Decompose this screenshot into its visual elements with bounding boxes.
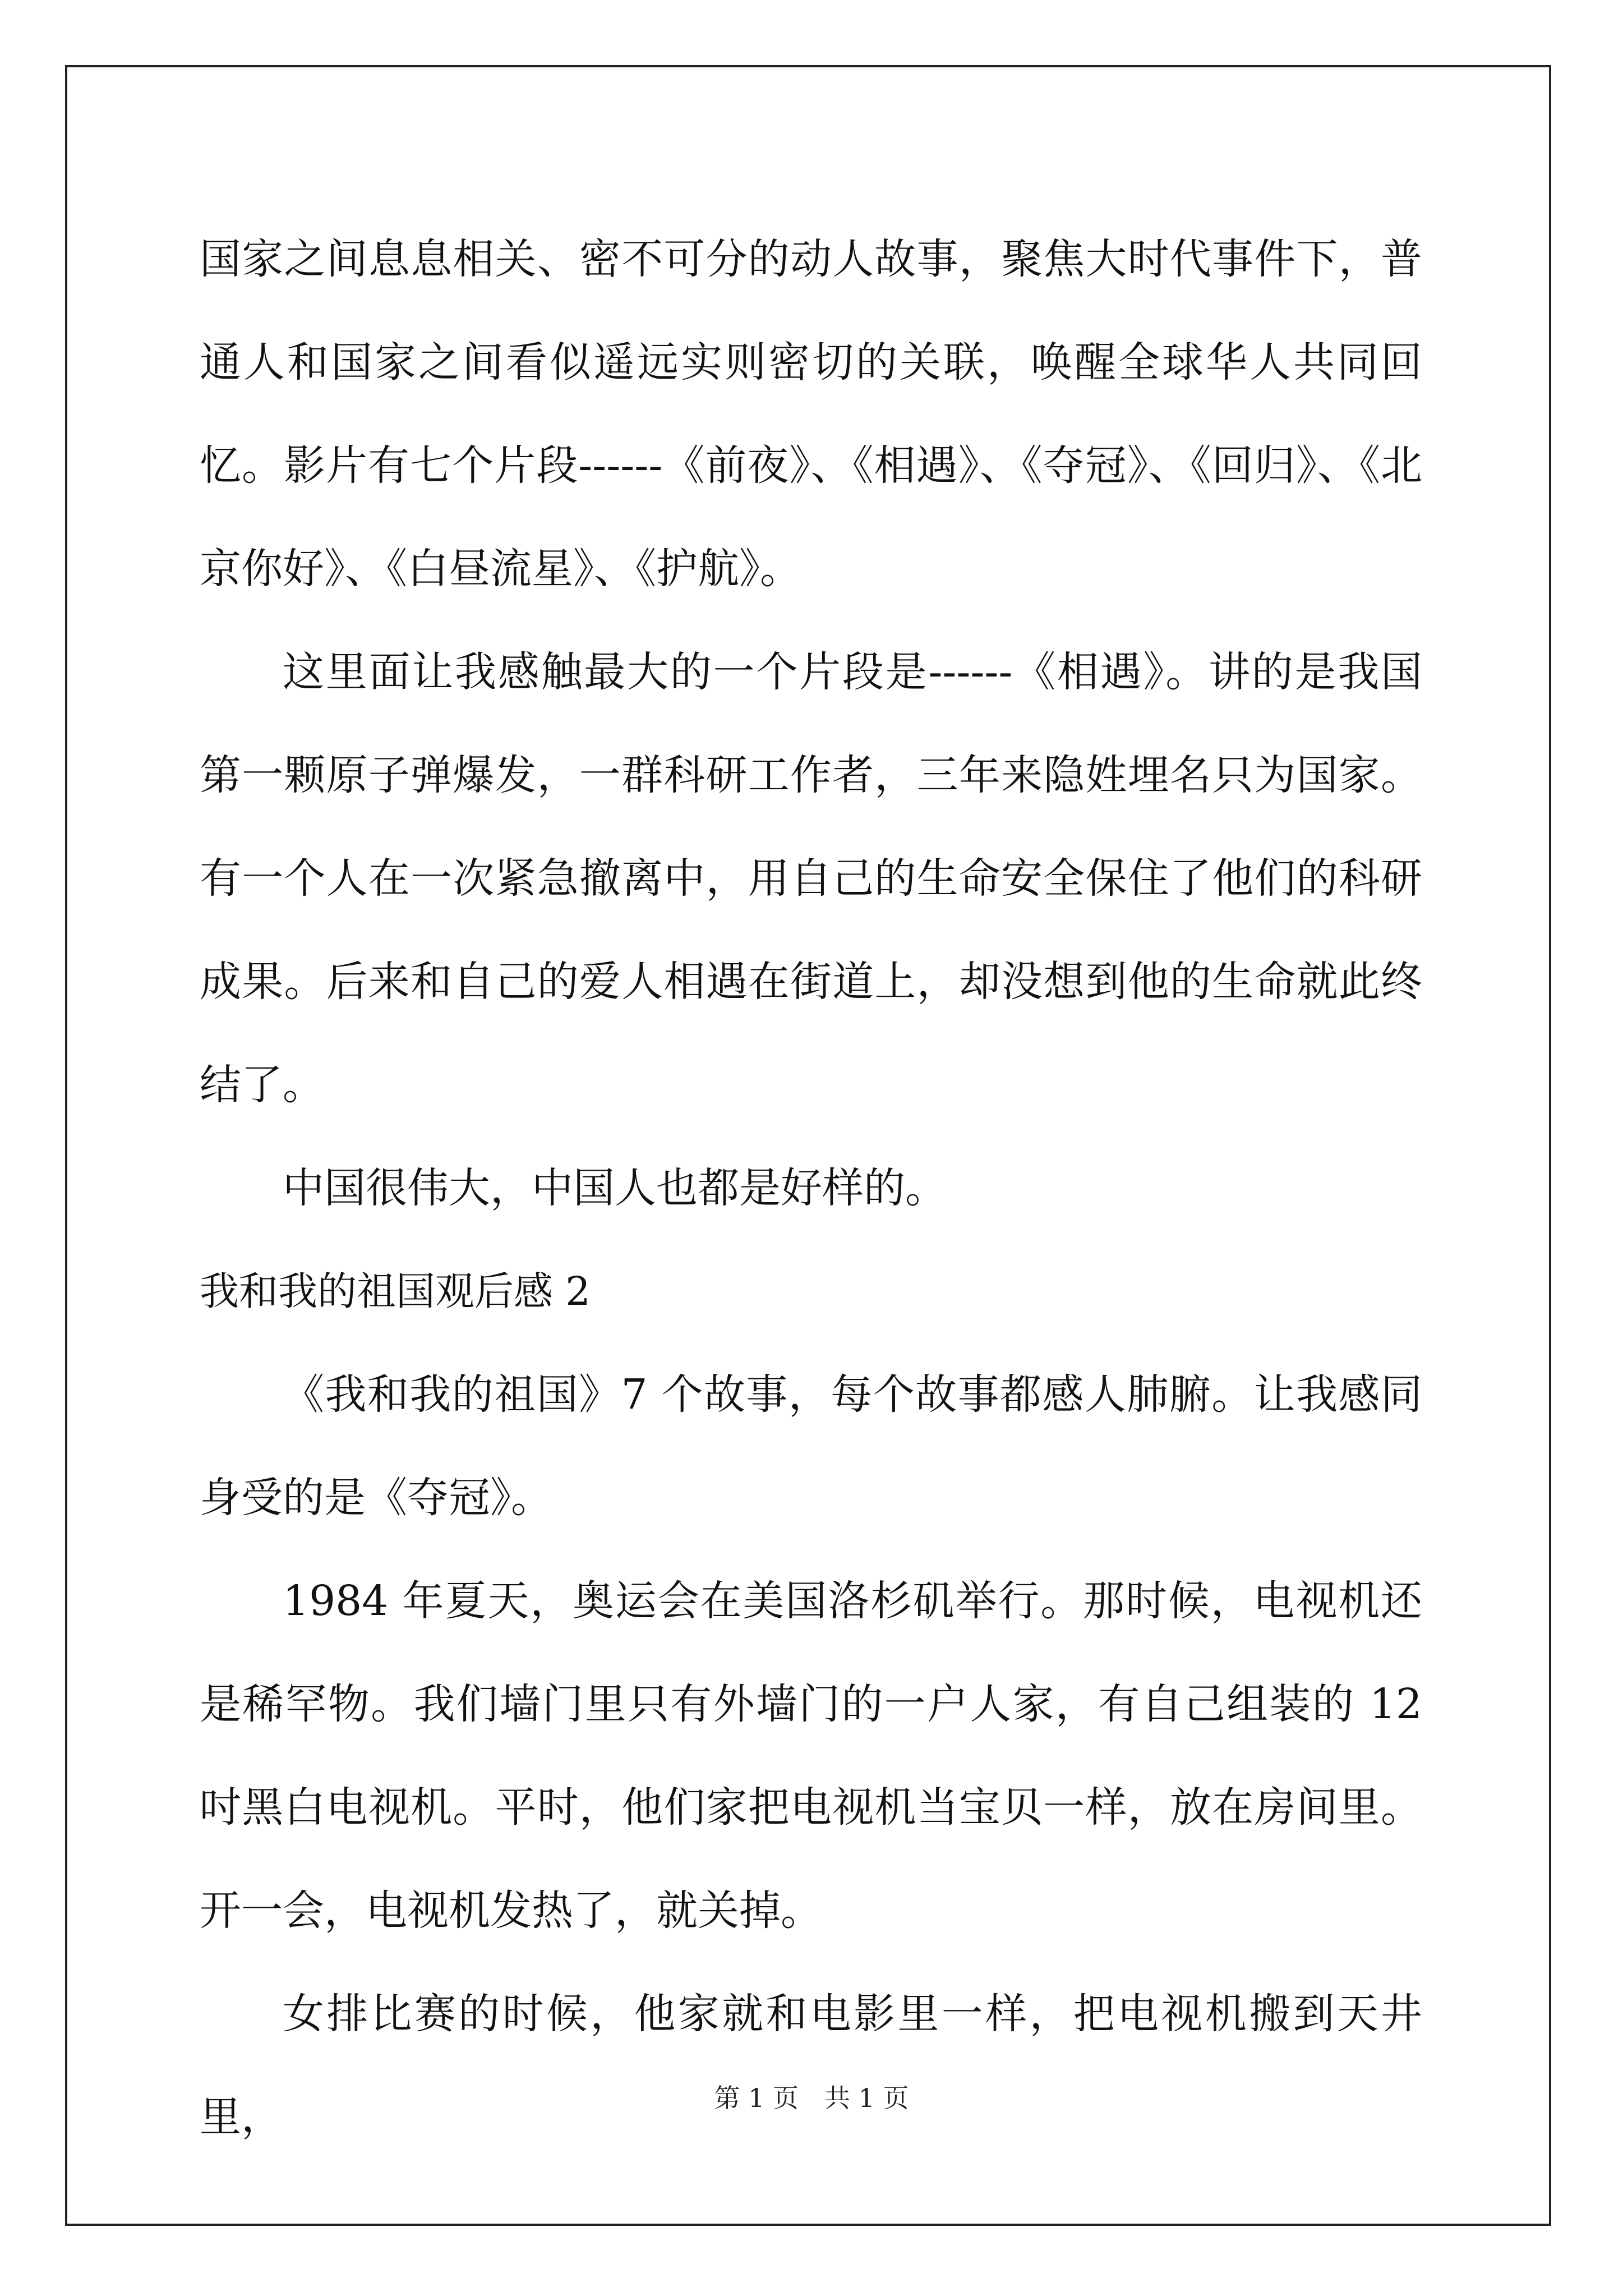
paragraph-6: 女排比赛的时候，他家就和电影里一样，把电视机搬到天井里， <box>200 1990 1422 2141</box>
paragraph-3: 中国很伟大，中国人也都是好样的。 <box>283 1164 947 1212</box>
document-body <box>200 208 1422 2169</box>
section-heading: 我和我的祖国观后感 2 <box>200 1268 591 1314</box>
paragraph-5: 1984 年夏天，奥运会在美国洛杉矶举行。那时候，电视机还是稀罕物。我们墙门里只有外墙门的一户人家，有自己组装的 12 吋黑白电视机。平时，他们家把电视机当宝贝一样，放在房间里。开一会，电视机发热了，就关掉。 <box>200 1577 1422 1935</box>
paragraph-4: 《我和我的祖国》7 个故事，每个故事都感人肺腑。让我感同身受的是《夺冠》。 <box>200 1370 1422 1522</box>
paragraph-1: 国家之间息息相关、密不可分的动人故事，聚焦大时代事件下，普通人和国家之间看似遥远实则密切的关联，唤醒全球华人共同回忆。影片有七个片段------《前夜》、《相遇》、《夺冠》、《回归》、《北京你好》、《白昼流星》、《护航》。 <box>200 235 1422 593</box>
paragraph-2: 这里面让我感触最大的一个片段是------《相遇》。讲的是我国第一颗原子弹爆发，一群科研工作者，三年来隐姓埋名只为国家。有一个人在一次紧急撤离中，用自己的生命安全保住了他们的科研成果。后来和自己的爱人相遇在街道上，却没想到他的生命就此终结了。 <box>200 648 1422 1109</box>
page-footer: 第 1 页 共 1 页 <box>714 2083 909 2113</box>
